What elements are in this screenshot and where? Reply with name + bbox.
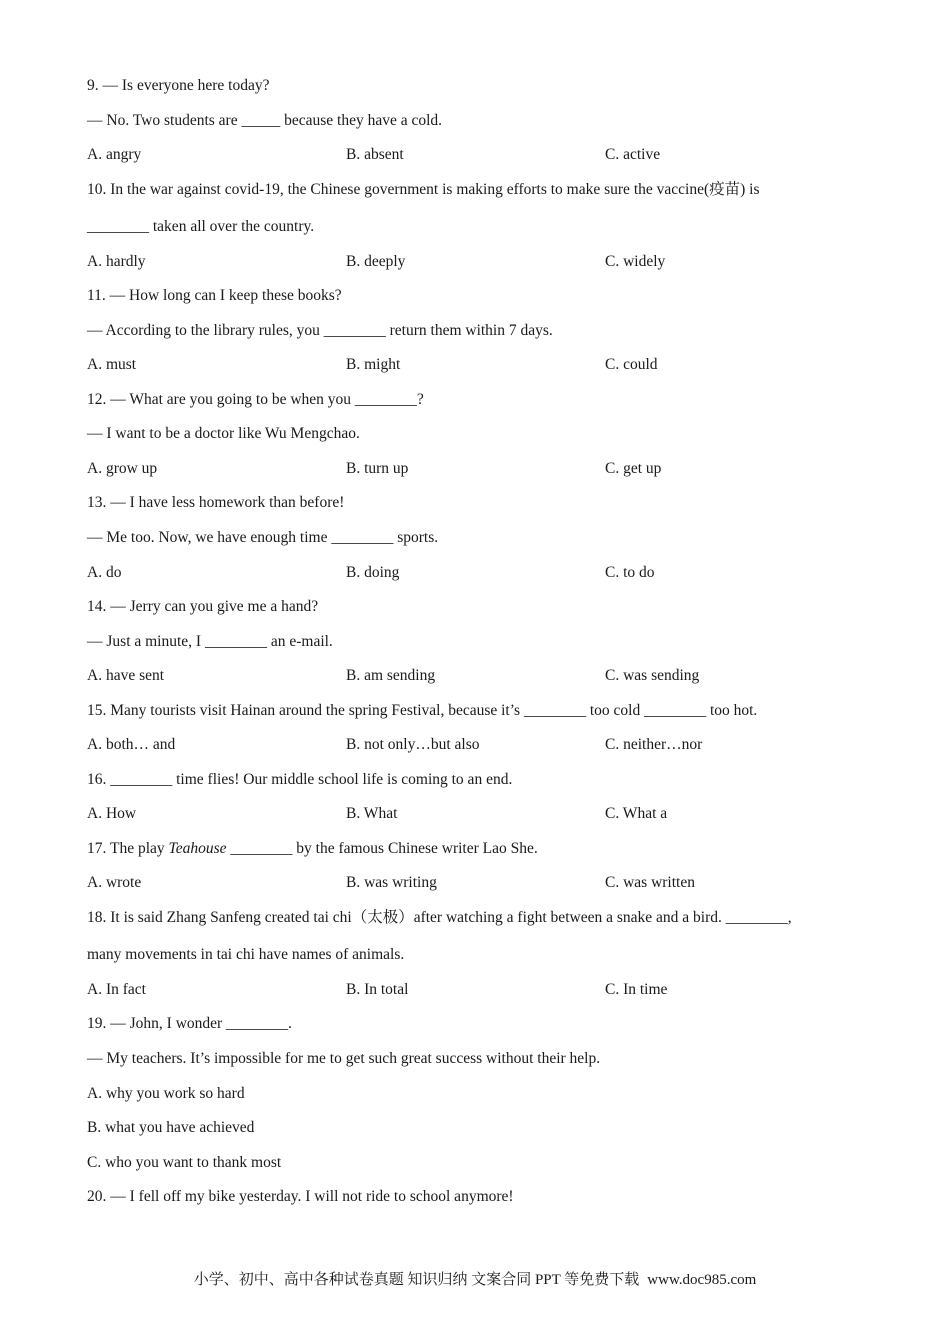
question-13-prompt: 13. — I have less homework than before! xyxy=(87,494,345,511)
option-a: A. hardly xyxy=(87,253,146,270)
option-a: A. do xyxy=(87,564,122,581)
question-15-options xyxy=(87,735,887,755)
question-10-continuation: ________ taken all over the country. xyxy=(87,218,315,235)
question-20-prompt: 20. — I fell off my bike yesterday. I will not ride to school anymore! xyxy=(87,1188,514,1205)
option-c: C. to do xyxy=(605,564,655,581)
question-11-options xyxy=(87,355,887,375)
option-a: A. In fact xyxy=(87,981,146,998)
question-9-options xyxy=(87,145,887,165)
option-a: A. How xyxy=(87,805,137,822)
page-footer xyxy=(0,1270,950,1290)
question-12-prompt: 12. — What are you going to be when you ________? xyxy=(87,391,424,408)
option-a: A. wrote xyxy=(87,874,142,891)
option-c: C. What a xyxy=(605,805,668,822)
option-c: C. widely xyxy=(605,253,666,270)
question-18-continuation: many movements in tai chi have names of animals. xyxy=(87,946,405,963)
question-19-option-c: C. who you want to thank most xyxy=(87,1154,282,1171)
question-11-response: — According to the library rules, you ________ return them within 7 days. xyxy=(87,322,553,339)
question-10-prompt: 10. In the war against covid-19, the Chinese government is making efforts to make sure the vaccine(疫苗) is xyxy=(87,181,760,198)
question-12-options xyxy=(87,459,887,479)
question-19-option-a: A. why you work so hard xyxy=(87,1085,245,1102)
option-b: B. might xyxy=(346,356,401,373)
question-18-prompt: 18. It is said Zhang Sanfeng created tai chi（太极）after watching a fight between a snake and a bird. ________, xyxy=(87,909,792,926)
option-c: C. In time xyxy=(605,981,668,998)
question-14-prompt: 14. — Jerry can you give me a hand? xyxy=(87,598,319,615)
question-13-response: — Me too. Now, we have enough time ________ sports. xyxy=(87,529,439,546)
play-title: Teahouse xyxy=(168,840,227,857)
question-14-response: — Just a minute, I ________ an e-mail. xyxy=(87,633,333,650)
question-10-options xyxy=(87,252,887,272)
option-b: B. am sending xyxy=(346,667,436,684)
question-17-prefix: 17. The play xyxy=(87,840,169,857)
option-a: A. grow up xyxy=(87,460,158,477)
option-b: B. deeply xyxy=(346,253,406,270)
option-b: B. In total xyxy=(346,981,409,998)
option-c: C. could xyxy=(605,356,658,373)
question-19-response: — My teachers. It’s impossible for me to get such great success without their help. xyxy=(87,1050,601,1067)
option-a: A. have sent xyxy=(87,667,165,684)
question-9-response: — No. Two students are _____ because they have a cold. xyxy=(87,112,443,129)
question-19-prompt: 19. — John, I wonder ________. xyxy=(87,1015,292,1032)
question-13-options xyxy=(87,563,887,583)
option-b: B. doing xyxy=(346,564,400,581)
question-17-prompt xyxy=(87,839,538,859)
option-c: C. neither…nor xyxy=(605,736,703,753)
question-15-prompt: 15. Many tourists visit Hainan around the spring Festival, because it’s ________ too cold ________ too hot. xyxy=(87,702,758,719)
option-a: A. must xyxy=(87,356,137,373)
question-16-options xyxy=(87,804,887,824)
option-b: B. What xyxy=(346,805,398,822)
footer-text: 小学、初中、高中各种试卷真题 知识归纳 文案合同 PPT 等免费下载 xyxy=(193,1272,640,1288)
question-11-prompt: 11. — How long can I keep these books? xyxy=(87,287,342,304)
question-17-options xyxy=(87,873,887,893)
option-c: C. was written xyxy=(605,874,695,891)
option-a: A. both… and xyxy=(87,736,176,753)
question-9-prompt: 9. — Is everyone here today? xyxy=(87,77,270,94)
option-b: B. was writing xyxy=(346,874,437,891)
option-c: C. was sending xyxy=(605,667,700,684)
option-b: B. not only…but also xyxy=(346,736,480,753)
question-16-prompt: 16. ________ time flies! Our middle school life is coming to an end. xyxy=(87,771,513,788)
question-18-options xyxy=(87,980,887,1000)
question-12-response: — I want to be a doctor like Wu Mengchao. xyxy=(87,425,360,442)
option-b: B. turn up xyxy=(346,460,409,477)
option-a: A. angry xyxy=(87,146,142,163)
question-14-options xyxy=(87,666,887,686)
option-c: C. active xyxy=(605,146,661,163)
option-c: C. get up xyxy=(605,460,662,477)
question-19-option-b: B. what you have achieved xyxy=(87,1119,255,1136)
footer-url[interactable]: www.doc985.com xyxy=(647,1272,757,1288)
option-b: B. absent xyxy=(346,146,404,163)
question-17-suffix: ________ by the famous Chinese writer Lao She. xyxy=(226,840,538,857)
